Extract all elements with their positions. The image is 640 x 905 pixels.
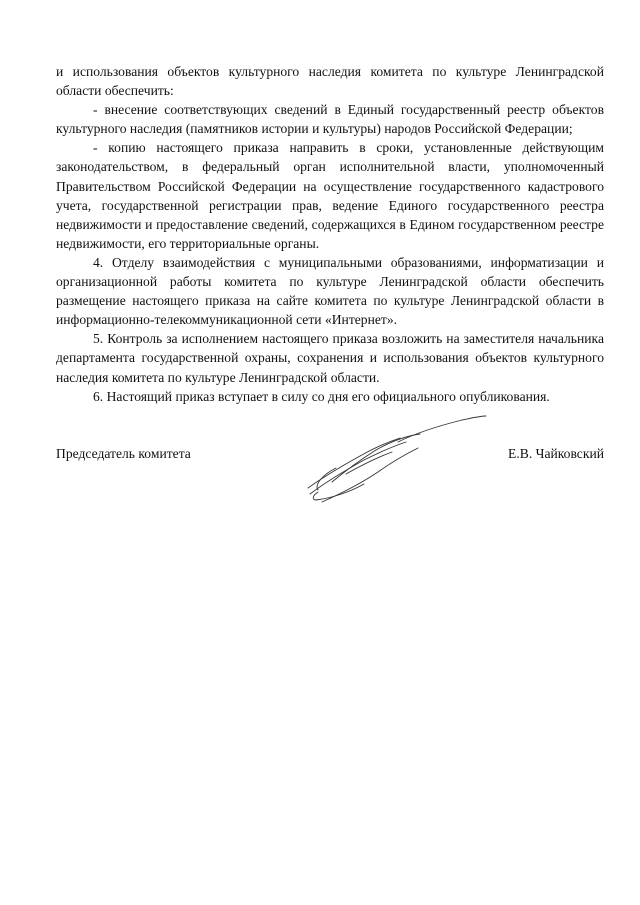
paragraph-item-5: 5. Контроль за исполнением настоящего приказа возложить на заместителя начальника департамента государственной охраны, сохранения и использования объектов культурного наследия комитета по культуре Ленинградской области. [56,331,604,385]
document-body [56,62,604,406]
paragraph-obligations-intro: и использования объектов культурного наследия комитета по культуре Ленинградской области обеспечить: [56,64,604,99]
handwritten-signature [302,412,492,512]
paragraph-item-6: 6. Настоящий приказ вступает в силу со дня его официального опубликования. [93,388,550,404]
signatory-title: Председатель комитета [56,446,191,461]
paragraph-send-copy: - копию настоящего приказа направить в сроки, установленные действующим законодательством, в федеральный орган исполнительной власти, уполномоченный Правительством Российской Федерации на осуществление государственного кадастрового учета, государственной регистрации прав, ведение Единого государственного реестра недвижимости и предоставление сведений, содержащихся в Едином государственном реестре недвижимости, его территориальные органы. [56,140,604,251]
paragraph-registry-entry: - внесение соответствующих сведений в Единый государственный реестр объектов культурного наследия (памятников истории и культуры) народов Российской Федерации; [56,102,604,137]
paragraph-item-4: 4. Отделу взаимодействия с муниципальными образованиями, информатизации и организационной работы комитета по культуре Ленинградской области обеспечить размещение настоящего приказа на сайте комитета по культуре Ленинградской области в информационно-телекоммуникационной сети «Интернет». [56,254,604,328]
signatory-name: Е.В. Чайковский [508,446,604,461]
signature-block [56,444,604,504]
